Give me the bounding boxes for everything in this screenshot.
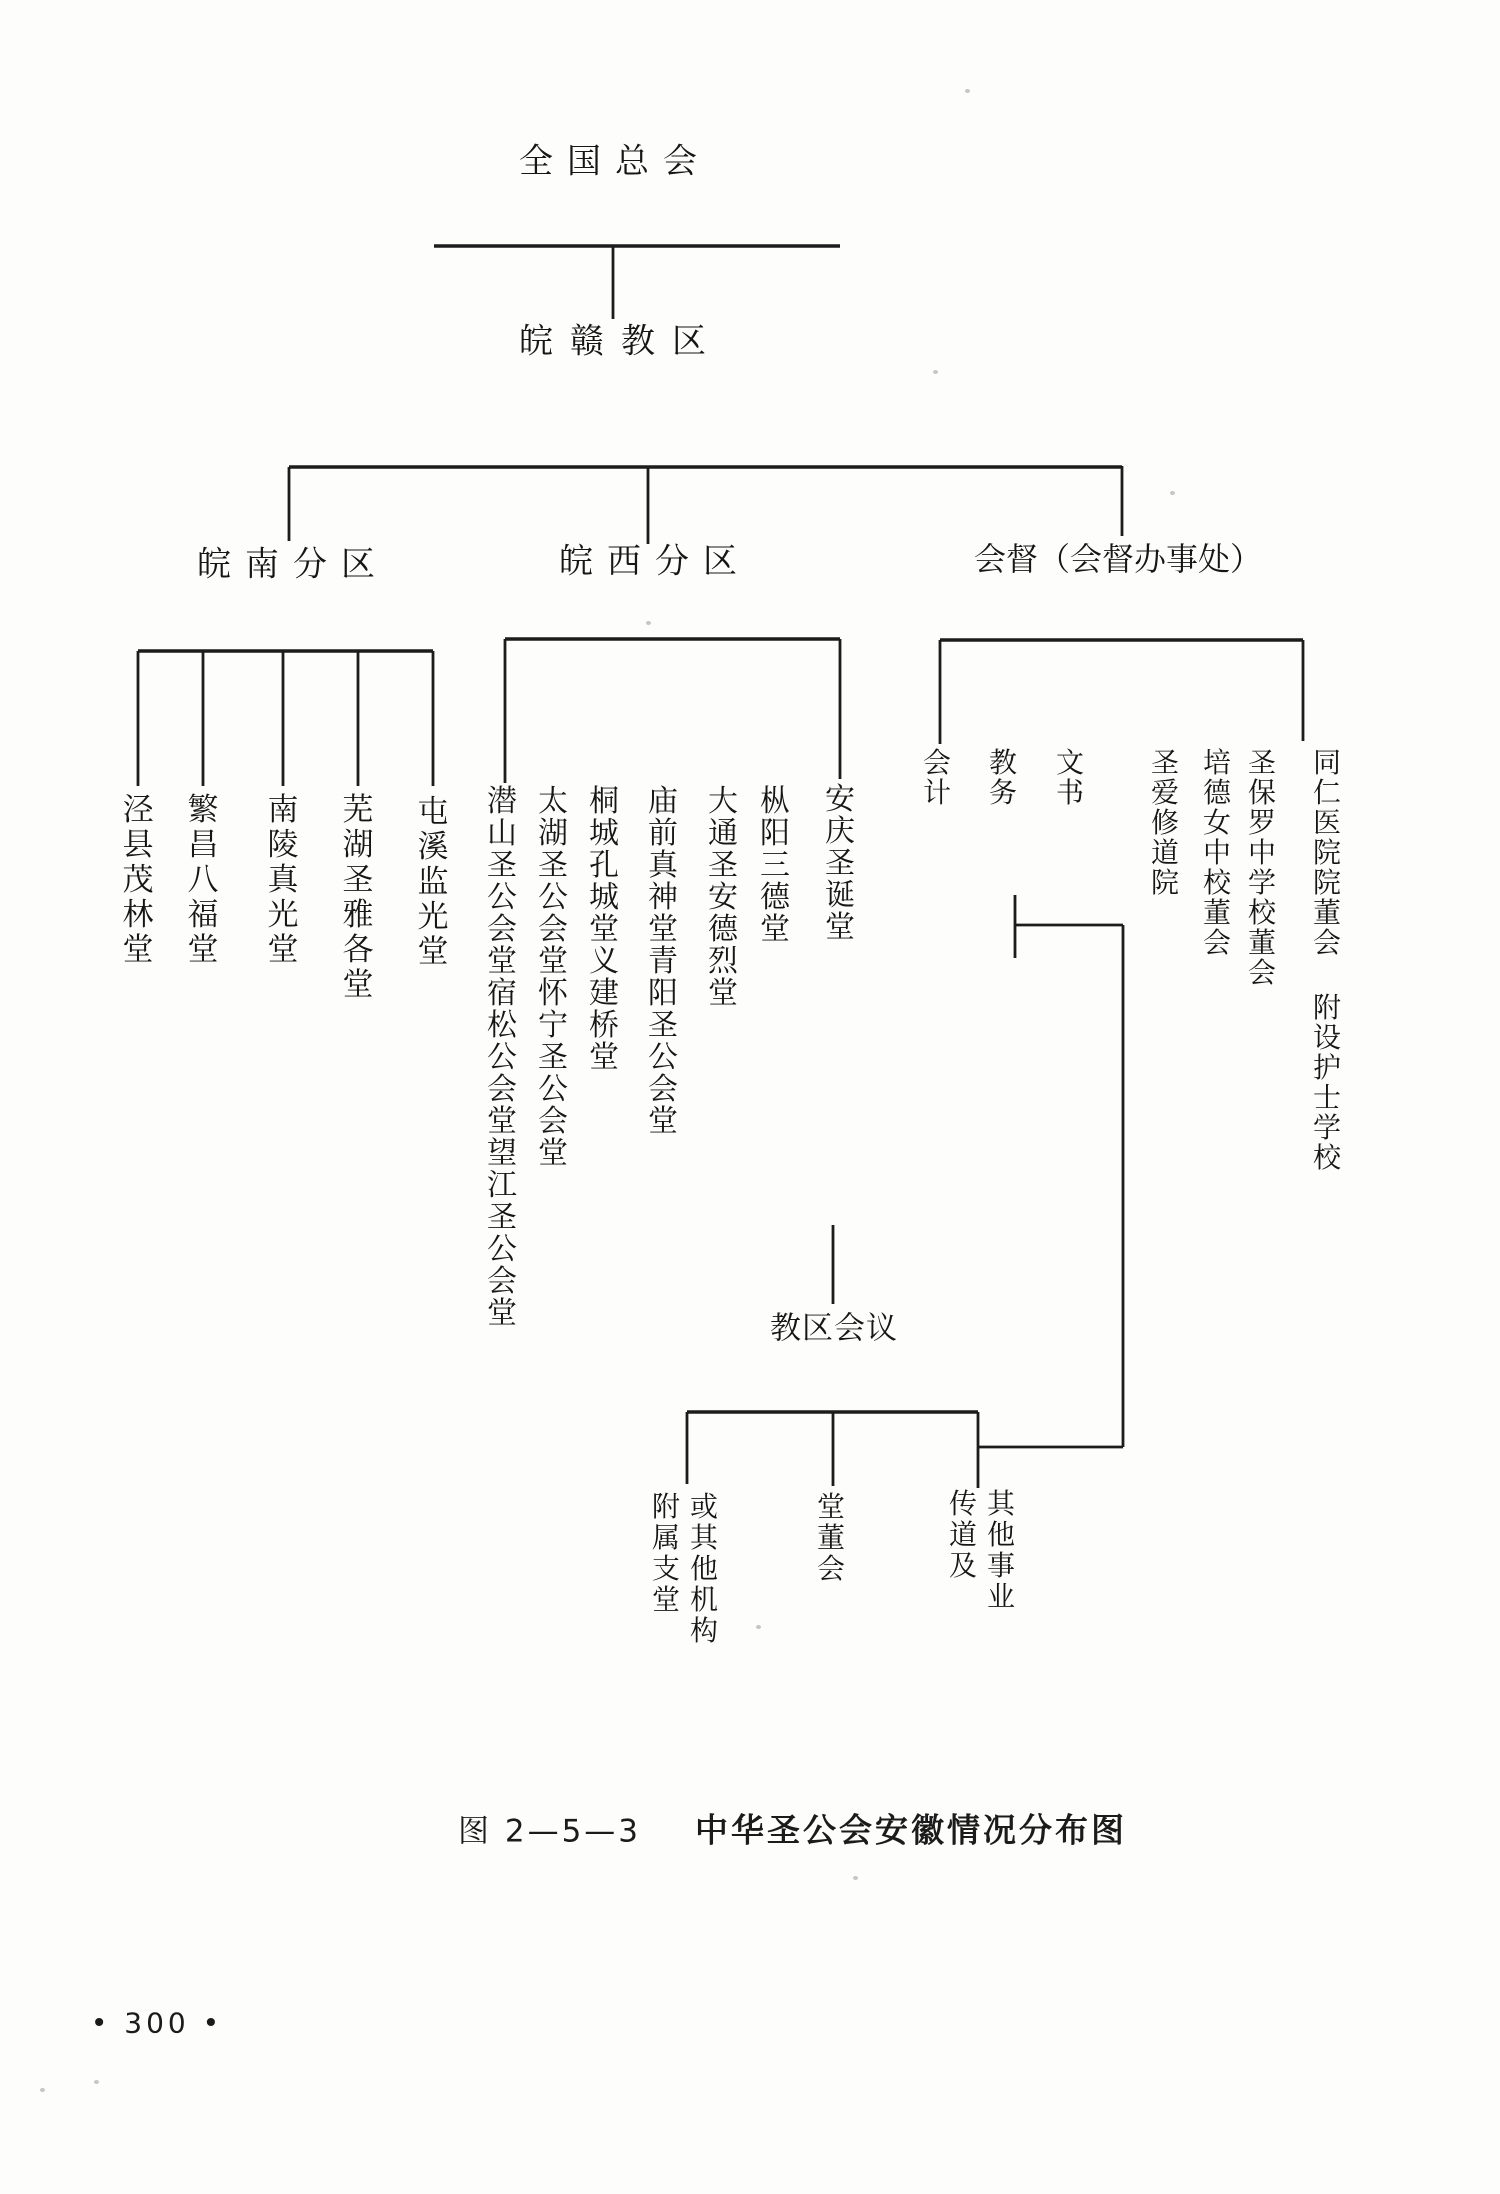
node-affiliated-chapels-col-2: 或 其 他 机 构 [689,1490,718,1647]
node-evangelism-col-1: 传 道 及 [948,1487,977,1582]
node-district-west: 皖西分区 [559,541,751,582]
node-nanling-zhenguang-church: 南 陵 真 光 堂 [267,792,299,968]
figure-title: 中华圣公会安徽情况分布图 [695,1810,1128,1850]
node-bishop-office: 会督（会督办事处） [973,540,1263,578]
node-qianshan-susong-wangjiang-churches: 潜 山 圣 公 会 堂 宿 松 公 会 堂 望 江 圣 公 会 堂 [487,784,517,1331]
scan-speck [646,621,651,625]
node-tongcheng-yijianqiao-churches: 桐 城 孔 城 堂 义 建 桥 堂 [589,784,619,1075]
node-secretariat: 文 书 [1055,746,1084,809]
node-attached-nursing-school: 附 设 护 士 学 校 [1312,991,1341,1174]
node-jingxian-maolin-church: 泾 县 茂 林 堂 [122,792,154,968]
node-fanchang-bafu-church: 繁 昌 八 福 堂 [187,792,219,968]
node-accounting: 会 计 [922,746,951,809]
scan-speck [94,2080,99,2084]
node-st-pauls-school-board: 圣 保 罗 中 学 校 董 会 [1247,746,1276,989]
node-national-assembly: 全国总会 [519,141,711,182]
scan-speck [1170,491,1175,495]
scan-speck [853,1876,858,1880]
page-number: • 300 • [90,2006,224,2040]
scan-speck [965,89,970,93]
node-datong-st-andrew-church: 大 通 圣 安 德 烈 堂 [708,784,738,1011]
node-miaoqian-qingyang-churches: 庙 前 真 神 堂 青 阳 圣 公 会 堂 [648,784,678,1139]
scan-speck [40,2088,45,2092]
node-chapel-board: 堂 董 会 [816,1490,845,1585]
node-evangelism-col-2: 其 他 事 业 [986,1487,1015,1613]
node-tongren-hospital-board: 同 仁 医 院 院 董 会 [1312,746,1341,959]
node-district-south: 皖南分区 [197,544,389,585]
node-peide-girls-school-board: 培 德 女 中 校 董 会 [1202,746,1231,959]
node-zongyang-sande-church: 枞 阳 三 德 堂 [760,784,790,947]
node-tunxi-jianguang-church: 屯 溪 监 光 堂 [417,794,449,970]
scan-speck [756,1625,761,1629]
node-wangan-diocese: 皖赣教区 [519,321,723,362]
node-wuhu-st-james-church: 芜 湖 圣 雅 各 堂 [342,792,374,1003]
node-affiliated-chapels-col-1: 附 属 支 堂 [651,1490,680,1616]
node-shengai-convent: 圣 爱 修 道 院 [1150,746,1179,899]
node-taihu-huaining-churches: 太 湖 圣 公 会 堂 怀 宁 圣 公 会 堂 [538,784,568,1171]
figure-caption [458,1805,1127,1852]
node-diocesan-council: 教区会议 [770,1310,898,1347]
scan-speck [933,370,938,374]
figure-number: 图 2—5—3 [458,1813,642,1850]
node-anqing-christ-church: 安 庆 圣 诞 堂 [825,782,855,945]
node-education-affairs: 教 务 [988,746,1017,809]
